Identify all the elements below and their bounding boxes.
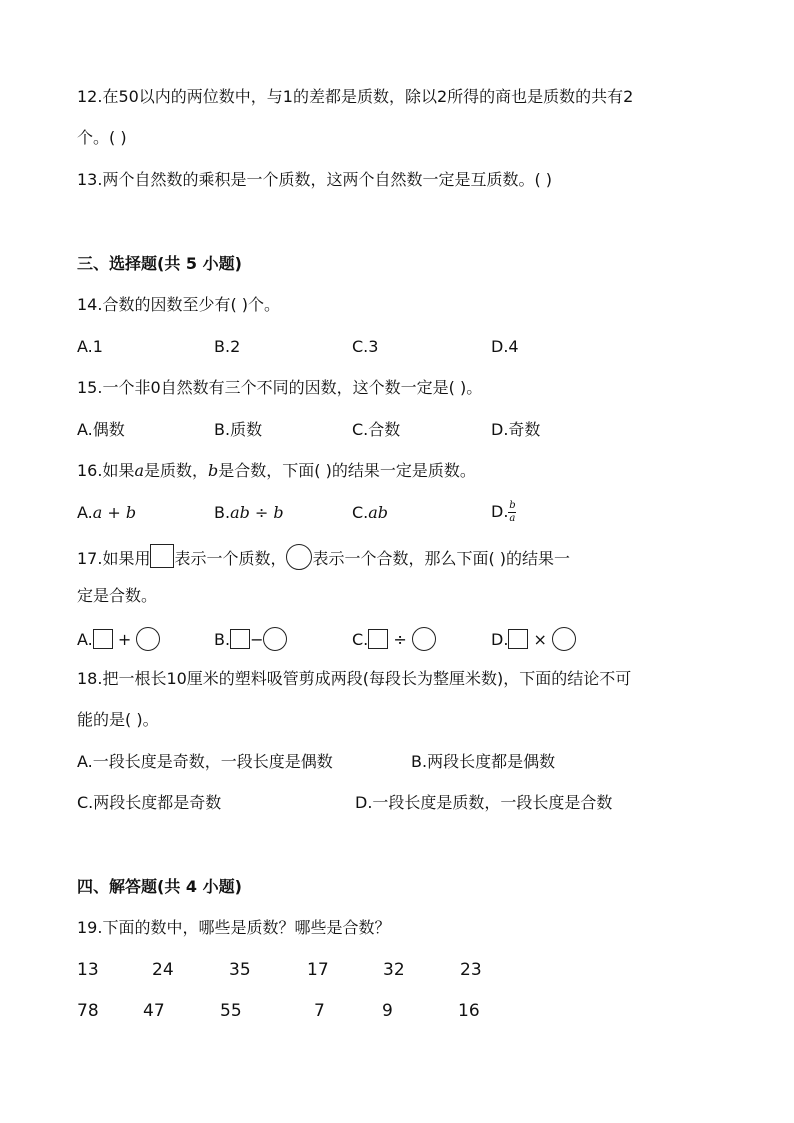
circle-icon: [412, 627, 436, 651]
q18-line2: 能的是( )。: [77, 710, 159, 729]
q16-option-c[interactable]: [352, 503, 388, 523]
q18-option-d[interactable]: D.一段长度是质数，一段长度是合数: [355, 793, 613, 812]
q15-option-b[interactable]: B.质数: [214, 420, 263, 439]
q17-option-c[interactable]: [352, 627, 436, 651]
q18-option-c[interactable]: C.两段长度都是奇数: [77, 793, 222, 812]
q16-option-c-label: C.: [352, 503, 369, 522]
q14-option-a[interactable]: A.1: [77, 337, 103, 356]
circle-icon: [552, 627, 576, 651]
q19-row2-num: 55: [220, 1001, 242, 1021]
q19-row2-num: 47: [143, 1001, 165, 1021]
q14-option-b[interactable]: B.2: [214, 337, 241, 356]
q16-mid2: 是合数，下面( )的结果一定是质数。: [218, 461, 476, 480]
q17-mid1: 表示一个质数，: [174, 549, 287, 568]
q19-row1-num: 35: [229, 960, 251, 980]
q18-option-b[interactable]: B.两段长度都是偶数: [411, 752, 556, 771]
square-icon: [230, 629, 250, 649]
square-icon: [150, 544, 174, 568]
q19-row1-num: 23: [460, 960, 482, 980]
fraction-numerator: b: [509, 500, 516, 511]
q16-var-b: b: [208, 461, 219, 480]
q17-option-a[interactable]: [77, 627, 160, 651]
q16-option-b-expr: ab ÷ b: [230, 503, 284, 522]
q16-option-a-expr: a + b: [92, 503, 137, 522]
q17-option-d-op: ×: [533, 630, 547, 649]
q17-option-c-op: ÷: [393, 630, 407, 649]
q16-text: [77, 461, 476, 481]
q16-pre: 16.如果: [77, 461, 135, 480]
q13-text: 13.两个自然数的乘积是一个质数，这两个自然数一定是互质数。( ): [77, 170, 553, 189]
q16-option-b[interactable]: [214, 503, 284, 523]
q17-option-d-label: D.: [491, 630, 509, 649]
q16-mid1: 是质数，: [144, 461, 209, 480]
q19-row1-num: 32: [383, 960, 405, 980]
q17-line1: [77, 544, 570, 570]
fraction-denominator: a: [509, 513, 516, 524]
q18-option-a[interactable]: A.一段长度是奇数，一段长度是偶数: [77, 752, 333, 771]
q19-row1-num: 24: [152, 960, 174, 980]
q17-option-b-label: B.: [214, 630, 231, 649]
q14-option-c[interactable]: C.3: [352, 337, 379, 356]
q19-row2-num: 9: [382, 1001, 393, 1021]
square-icon: [93, 629, 113, 649]
q19-row1-num: 17: [307, 960, 329, 980]
square-icon: [368, 629, 388, 649]
q19-text: 19.下面的数中，哪些是质数？哪些是合数？: [77, 918, 391, 937]
circle-icon: [263, 627, 287, 651]
section-4-title: 四、解答题(共 4 小题): [77, 877, 242, 896]
q16-option-b-label: B.: [214, 503, 231, 522]
q15-text: 15.一个非0自然数有三个不同的因数，这个数一定是( )。: [77, 378, 483, 397]
q16-option-d-label: D.: [491, 502, 509, 521]
q19-row1-num: 13: [77, 960, 99, 980]
q16-option-d[interactable]: [491, 501, 516, 524]
q14-option-d[interactable]: D.4: [491, 337, 519, 356]
q19-row2-num: 7: [314, 1001, 325, 1021]
q17-line2: 定是合数。: [77, 586, 158, 605]
q17-option-b[interactable]: [214, 627, 287, 651]
q15-option-d[interactable]: D.奇数: [491, 420, 541, 439]
square-icon: [508, 629, 528, 649]
q19-row2-num: 16: [458, 1001, 480, 1021]
q14-text: 14.合数的因数至少有( )个。: [77, 295, 281, 314]
q17-mid2: 表示一个合数，那么下面( )的结果一: [312, 549, 571, 568]
q17-option-a-label: A.: [77, 630, 93, 649]
q17-option-d[interactable]: [491, 627, 576, 651]
q17-option-c-label: C.: [352, 630, 369, 649]
q17-option-a-op: +: [117, 630, 132, 649]
q18-line1: 18.把一根长10厘米的塑料吸管剪成两段(每段长为整厘米数)，下面的结论不可: [77, 669, 632, 688]
q19-row2-num: 78: [77, 1001, 99, 1021]
q16-option-a-label: A.: [77, 503, 93, 522]
circle-icon: [136, 627, 160, 651]
q16-option-d-fraction: [508, 501, 516, 524]
q17-pre: 17.如果用: [77, 549, 151, 568]
section-3-title: 三、选择题(共 5 小题): [77, 254, 242, 273]
q16-option-a[interactable]: [77, 503, 136, 523]
q15-option-a[interactable]: A.偶数: [77, 420, 125, 439]
q12-line2: 个。( ): [77, 128, 127, 147]
q16-var-a: a: [134, 461, 144, 480]
q12-line1: 12.在50以内的两位数中，与1的差都是质数，除以2所得的商也是质数的共有2: [77, 87, 634, 106]
q17-option-b-op: −: [250, 630, 264, 649]
q15-option-c[interactable]: C.合数: [352, 420, 401, 439]
circle-icon: [286, 544, 312, 570]
q16-option-c-expr: ab: [368, 503, 389, 522]
